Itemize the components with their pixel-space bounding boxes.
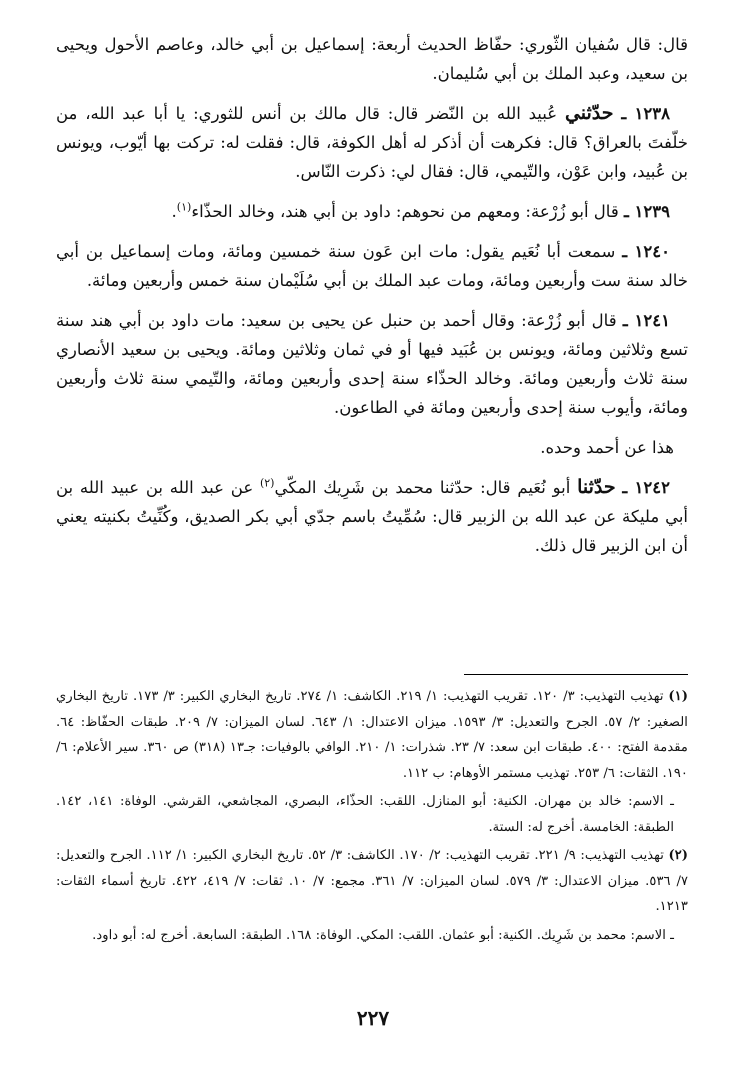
- paragraph-text-tail: .: [171, 202, 177, 221]
- footnote-text: ـ الاسم: خالد بن مهران. الكنية: أبو المنازل. اللقب: الحذّاء، البصري، المجاشعي، القرشي. الوفاة: ١٤١، ١٤٢. الطبقة: الخامسة. أخرج له: الستة.: [56, 794, 674, 835]
- paragraph: [56, 237, 688, 295]
- paragraph-text: أبو نُعَيم قال: حدّثنا محمد بن شَرِيك المكّي: [274, 478, 571, 497]
- paragraph: [56, 473, 688, 560]
- paragraph: [56, 197, 688, 226]
- footnote-text: تهذيب التهذيب: ٩/ ٢٢١. تقريب التهذيب: ٢/ ١٧٠. الكاشف: ٣/ ٥٢. تاريخ البخاري الكبير: ١/ ١١٢. الجرح والتعديل: ٧/ ٥٣٦. ميزان الاعتدال: ٣/ ٥٧٩. لسان الميزان: ٧/ ٣٦١. مجمع: ٧/ ١٠. ثقات: ٧/ ٤١٩، ٤٢٢. تاريخ أسماء الثقات: ١٢١٣.: [56, 848, 689, 914]
- footnote-ref: (١): [176, 200, 192, 214]
- narration-keyword: حدّثنا: [577, 476, 616, 498]
- footnote-number: (٢): [668, 848, 689, 863]
- footnote: [56, 923, 688, 949]
- paragraph-text: عُبيد الله بن النّضر قال: قال مالك بن أنس للثوري: يا أبا عبد الله، من خلّفتَ بالعراق؟ قال: فكرهت أن أذكر له أهل الكوفة، قال: فقلت له: تركت بها أيّوب، ويونس بن عُبيد، وابن عَوْن، والتّيمي، قال: فقال لي: ذكرت النّاس.: [56, 104, 688, 181]
- entry-number: ١٢٤٠ ـ: [622, 242, 670, 261]
- footnote-ref: (٢): [259, 476, 275, 490]
- footnote-separator: [464, 674, 688, 675]
- main-text: [56, 30, 688, 571]
- entry-number: ١٢٤٢ ـ: [622, 478, 670, 497]
- footnote: [56, 684, 688, 786]
- footnote-text: ـ الاسم: محمد بن شَرِيك. الكنية: أبو عثمان. اللقب: المكي. الوفاة: ١٦٨. الطبقة: السابعة. أخرج له: أبو داود.: [92, 927, 674, 943]
- paragraph-text: قال أبو زُرْعة: وقال أحمد بن حنبل عن يحيى بن سعيد: مات داود بن أبي هند سنة تسع وثلاثين ومائة، ويونس بن عُبَيد فيها أو في ثمان وثلاثين ومائة. ويحيى بن سعيد الأنصاري سنة ثلاث وأربعين ومائة. وخالد الحذّاء سنة إحدى وأربعين ومائة، والتّيمي سنة ثلاث وأربعين ومائة، وأيوب سنة إحدى وأربعين ومائة في الطاعون.: [56, 311, 688, 417]
- footnote: [56, 789, 688, 840]
- entry-number: ١٢٣٨ ـ: [621, 104, 670, 123]
- paragraph-text: قال أبو زُرْعة: ومعهم من نحوهم: داود بن أبي هند، وخالد الحذّاء: [191, 202, 619, 221]
- footnotes: [56, 684, 688, 951]
- paragraph: [56, 306, 688, 422]
- entry-number: ١٢٤١ ـ: [622, 311, 670, 330]
- narration-keyword: حدّثني: [564, 102, 614, 124]
- paragraph: [56, 30, 688, 88]
- paragraph-text: هذا عن أحمد وحده.: [540, 438, 674, 457]
- paragraph-text: سمعت أبا نُعَيم يقول: مات ابن عَون سنة خمسين ومائة، ومات إسماعيل بن أبي خالد سنة ست وأربعين ومائة، ومات عبد الملك بن أبي سُلَيْمان سنة خمس وأربعين ومائة.: [56, 242, 688, 290]
- paragraph: [56, 433, 688, 462]
- paragraph-text-tail: عن عبد الله بن عبيد الله بن أبي مليكة عن عبد الله بن الزبير قال: سُمِّيتُ باسم جدّي أبي بكر الصديق، وكُنِّيتُ بكنيته يعني أن ابن الزبير قال ذلك.: [56, 478, 688, 555]
- paragraph-text: قال: قال سُفيان الثّوري: حفّاظ الحديث أربعة: إسماعيل بن أبي خالد، وعاصم الأحول ويحيى بن سعيد، وعبد الملك بن أبي سُليمان.: [56, 35, 688, 83]
- footnote-text: تهذيب التهذيب: ٣/ ١٢٠. تقريب التهذيب: ١/ ٢١٩. الكاشف: ١/ ٢٧٤. تاريخ البخاري الكبير: ٣/ ١٧٣. تاريخ البخاري الصغير: ٢/ ٥٧. الجرح والتعديل: ٣/ ١٥٩٣. ميزان الاعتدال: ١/ ٦٤٣. لسان الميزان: ٧/ ٢٠٩. طبقات الحفّاظ: ٦٤. مقدمة الفتح: ٤٠٠. طبقات ابن سعد: ٧/ ٢٣. شذرات: ١/ ٢١٠. الوافي بالوفيات: جـ١٣ (٣١٨) ص ٣٦٠. سير الأعلام: ٦/ ١٩٠. الثقات: ٦/ ٢٥٣. تهذيب مستمر الأوهام: ب ١١٢.: [56, 689, 688, 781]
- footnote: [56, 843, 688, 920]
- entry-number: ١٢٣٩ ـ: [623, 202, 670, 221]
- footnote-number: (١): [668, 689, 689, 704]
- page-number: ٢٢٧: [356, 1006, 390, 1030]
- paragraph: [56, 99, 688, 186]
